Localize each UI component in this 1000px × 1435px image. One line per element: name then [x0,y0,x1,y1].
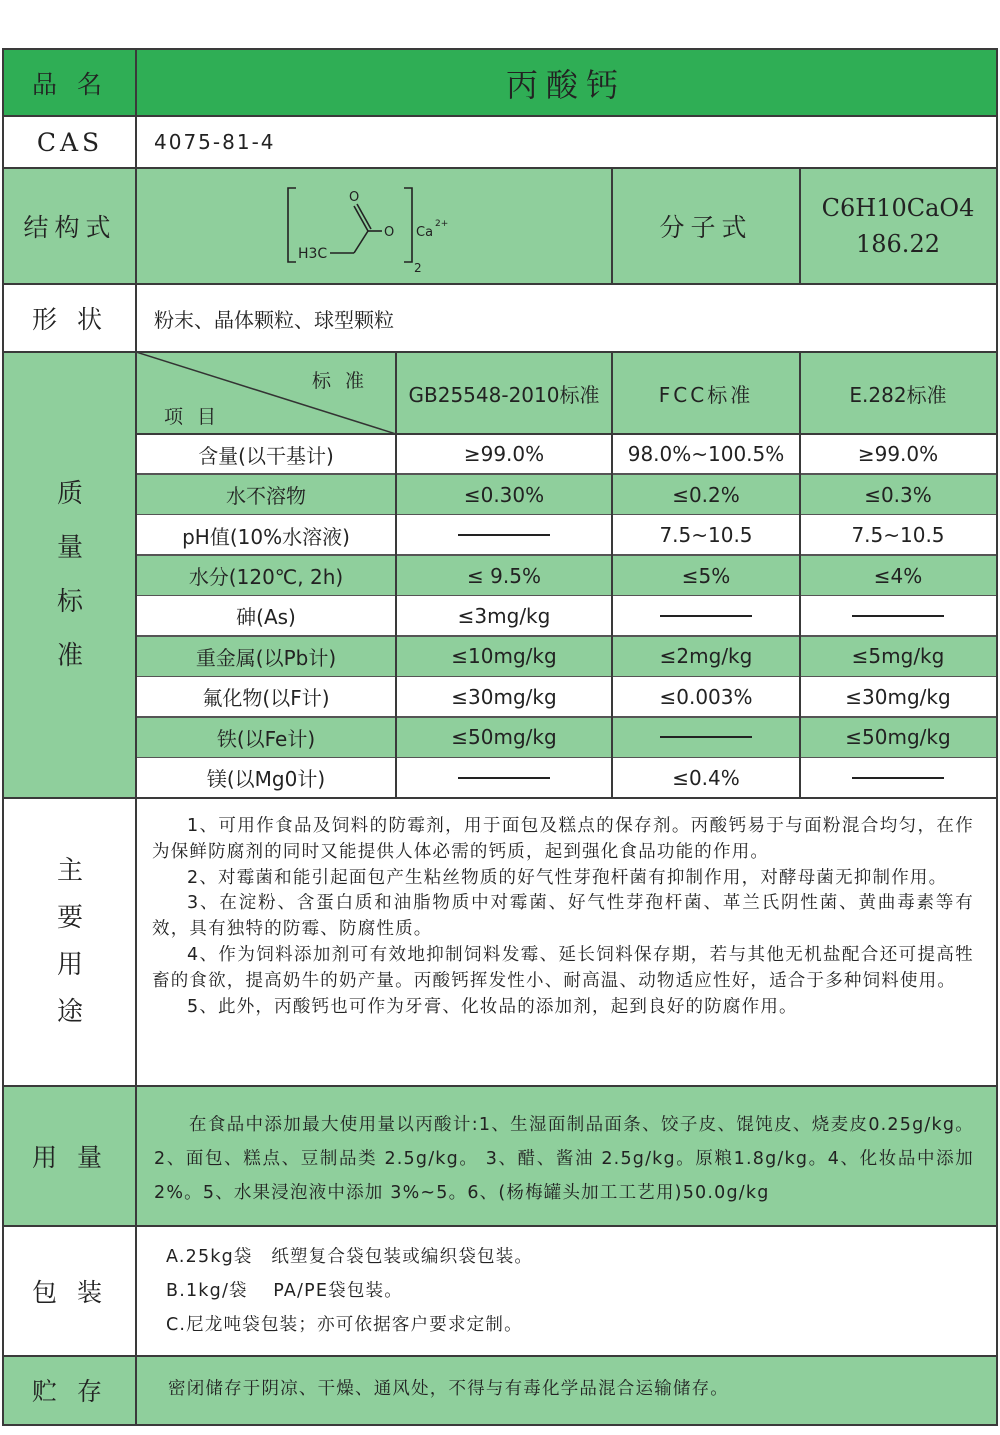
quality-label-char: 量 [56,533,83,563]
quality-value: ≤0.3% [864,482,932,507]
quality-value: ≤4% [873,563,923,588]
cas-label: CAS [4,116,136,168]
grid-line [611,352,613,798]
grid-line [4,1355,996,1357]
dosage-text: 在食品中添加最大使用量以丙酸计:1、生湿面制品面条、饺子皮、馄饨皮、烧麦皮0.25g/kg。2、面包、糕点、豆制品类 2.5g/kg。 3、醋、酱油 2.5g/kg。原粮1.8g/kg。4、化妆品中添加 2%。5、水果浸泡液中添加 3%~5。6、(杨梅罐头加工工艺用)50.0g/kg [154,1115,974,1203]
row-divider [136,716,996,718]
corner-item-text: 项 目 [164,406,221,428]
quality-value: ≤3mg/kg [457,603,551,628]
grid-line [135,50,137,1424]
carbonyl-oxygen-text: O [349,190,360,205]
use-paragraph: 4、作为饲料添加剂可有效地抑制饲料发霉、延长饲料保存期，若与其他无机盐配合还可提高牲畜的食欲，提高奶牛的奶产量。丙酸钙挥发性小、耐高温、动物适应性好，适合于多种饲料使用。 [152,944,974,991]
not-applicable-dash [458,777,550,779]
packaging-line: B.1kg/袋 PA/PE袋包装。 [166,1281,403,1301]
not-applicable-dash [852,615,944,617]
row-divider [136,595,996,597]
h3c-text: H3C [298,246,328,262]
standard-e282: E.282标准 [800,352,996,434]
dosage-label: 用 量 [4,1086,136,1226]
quality-item: 重金属(以Pb计) [195,645,337,670]
structure-label: 结构式 [4,168,136,284]
packaging-text-cell [136,1226,996,1356]
use-paragraph: 5、此外，丙酸钙也可作为牙膏、化妆品的添加剂，起到良好的防腐作用。 [187,996,798,1017]
quality-label-char: 标 [56,587,83,617]
quality-value: 98.0%~100.5% [627,442,785,467]
quality-item: 砷(As) [236,605,296,630]
quality-value [396,515,612,555]
quality-row [136,596,996,636]
grid-line [4,167,996,169]
not-applicable-dash [660,615,752,617]
main-uses-text [136,798,996,1086]
grid-line [4,351,996,353]
uses-label-char: 用 [56,950,83,980]
row-divider [136,635,996,637]
cas-value: 4075-81-4 [136,116,996,168]
product-spec-table [2,48,998,1426]
grid-line [4,1225,996,1227]
quality-item: 铁(以Fe计) [216,726,316,751]
quality-value: 7.5~10.5 [851,523,945,548]
quality-value: ≤5% [681,563,731,588]
storage-value-cell [136,1356,996,1424]
quality-value: ≤10mg/kg [451,644,557,669]
quality-item: 含量(以干基计) [198,443,334,468]
quality-item: 氟化物(以F计) [202,686,330,711]
quality-value [612,596,800,636]
quality-row [136,434,996,474]
grid-line [4,115,996,117]
uses-label-char: 途 [56,997,83,1027]
quality-value: 7.5~10.5 [659,523,753,548]
quality-row [136,717,996,757]
quality-value: ≤30mg/kg [451,684,557,709]
grid-line [4,283,996,285]
packaging-line: A.25kg袋 纸塑复合袋包装或编织袋包装。 [166,1247,534,1267]
quality-label-char: 质 [56,479,83,509]
oxygen-text: O [384,225,395,240]
calcium-text: Ca [416,225,434,240]
quality-value: ≤ 9.5% [467,563,541,588]
packaging-label: 包 装 [4,1226,136,1356]
use-paragraph: 1、可用作食品及饲料的防霉剂，用于面包及糕点的保存剂。丙酸钙易于与面粉混合均匀，在作为保鲜防腐剂的同时又能提供人体必需的钙质，起到强化食品功能的作用。 [152,816,974,862]
uses-label-char: 要 [56,903,83,933]
quality-row [136,677,996,717]
standard-fcc: FCC标准 [612,352,800,434]
quality-value: ≤0.4% [672,765,740,790]
quality-item: 镁(以Mg0计) [206,767,326,792]
standard-item-corner [136,352,396,434]
row-divider [136,757,996,759]
charge-text: 2+ [435,219,449,229]
row-divider [136,676,996,678]
quality-value [800,758,996,798]
packaging-line: C.尼龙吨袋包装；亦可依据客户要求定制。 [166,1315,523,1335]
quality-standard-label [4,352,136,798]
quality-value: ≥99.0% [857,442,939,467]
molecular-formula-cell [800,168,996,284]
quality-row [136,758,996,798]
quality-value [612,717,800,757]
quality-value: ≤30mg/kg [845,684,951,709]
not-applicable-dash [852,777,944,779]
structural-formula-cell [136,168,612,284]
quality-row [136,515,996,555]
not-applicable-dash [458,534,550,536]
product-name-label: 品 名 [4,50,136,116]
storage-label: 贮 存 [4,1356,136,1424]
form-label: 形 状 [4,284,136,352]
main-uses-label [4,798,136,1086]
quality-value [396,758,612,798]
quality-value: ≤50mg/kg [451,725,557,750]
grid-line [611,168,613,284]
grid-line [136,433,996,435]
subscript-2-text: 2 [414,261,422,275]
grid-line [4,1085,996,1087]
quality-item: pH值(10%水溶液) [182,524,350,549]
quality-row [136,474,996,514]
use-paragraph: 3、在淀粉、含蛋白质和油脂物质中对霉菌、好气性芽孢杆菌、革兰氏阴性菌、黄曲毒素等有效，具有独特的防霉、防腐性质。 [152,893,974,940]
quality-value: ≥99.0% [463,442,545,467]
use-paragraph: 2、对霉菌和能引起面包产生粘丝物质的好气性芽孢杆菌有抑制作用，对酵母菌无抑制作用。 [187,867,948,888]
uses-label-char: 主 [56,856,83,886]
grid-line [799,168,801,284]
quality-value: ≤0.003% [659,684,753,709]
storage-value: 密闭储存于阴凉、干燥、通风处，不得与有毒化学品混合运输储存。 [168,1379,729,1400]
molecular-formula-label: 分子式 [612,168,800,284]
quality-item: 水分(120℃, 2h) [188,565,344,590]
quality-value: ≤5mg/kg [851,644,945,669]
form-value: 粉末、晶体颗粒、球型颗粒 [136,284,996,352]
quality-rows [136,434,996,798]
row-divider [136,554,996,556]
quality-value [800,596,996,636]
molecular-weight-value: 186.22 [856,230,940,258]
quality-row [136,636,996,676]
not-applicable-dash [660,736,752,738]
molecular-formula-value: C6H10CaO4 [821,194,975,222]
quality-value: ≤50mg/kg [845,725,951,750]
quality-value: ≤2mg/kg [659,644,753,669]
quality-row [136,555,996,595]
quality-value: ≤0.2% [672,482,740,507]
grid-line [4,797,996,799]
quality-label-char: 准 [56,641,83,671]
structural-formula-diagram [274,176,474,276]
row-divider [136,514,996,516]
quality-item: 水不溶物 [226,484,306,509]
quality-value: ≤0.30% [463,482,545,507]
standard-gb: GB25548-2010标准 [396,352,612,434]
grid-line [799,352,801,798]
dosage-text-cell [136,1086,996,1226]
grid-line [395,352,397,798]
corner-standard-text: 标 准 [312,370,369,392]
row-divider [136,473,996,475]
product-name-value: 丙酸钙 [136,50,996,116]
